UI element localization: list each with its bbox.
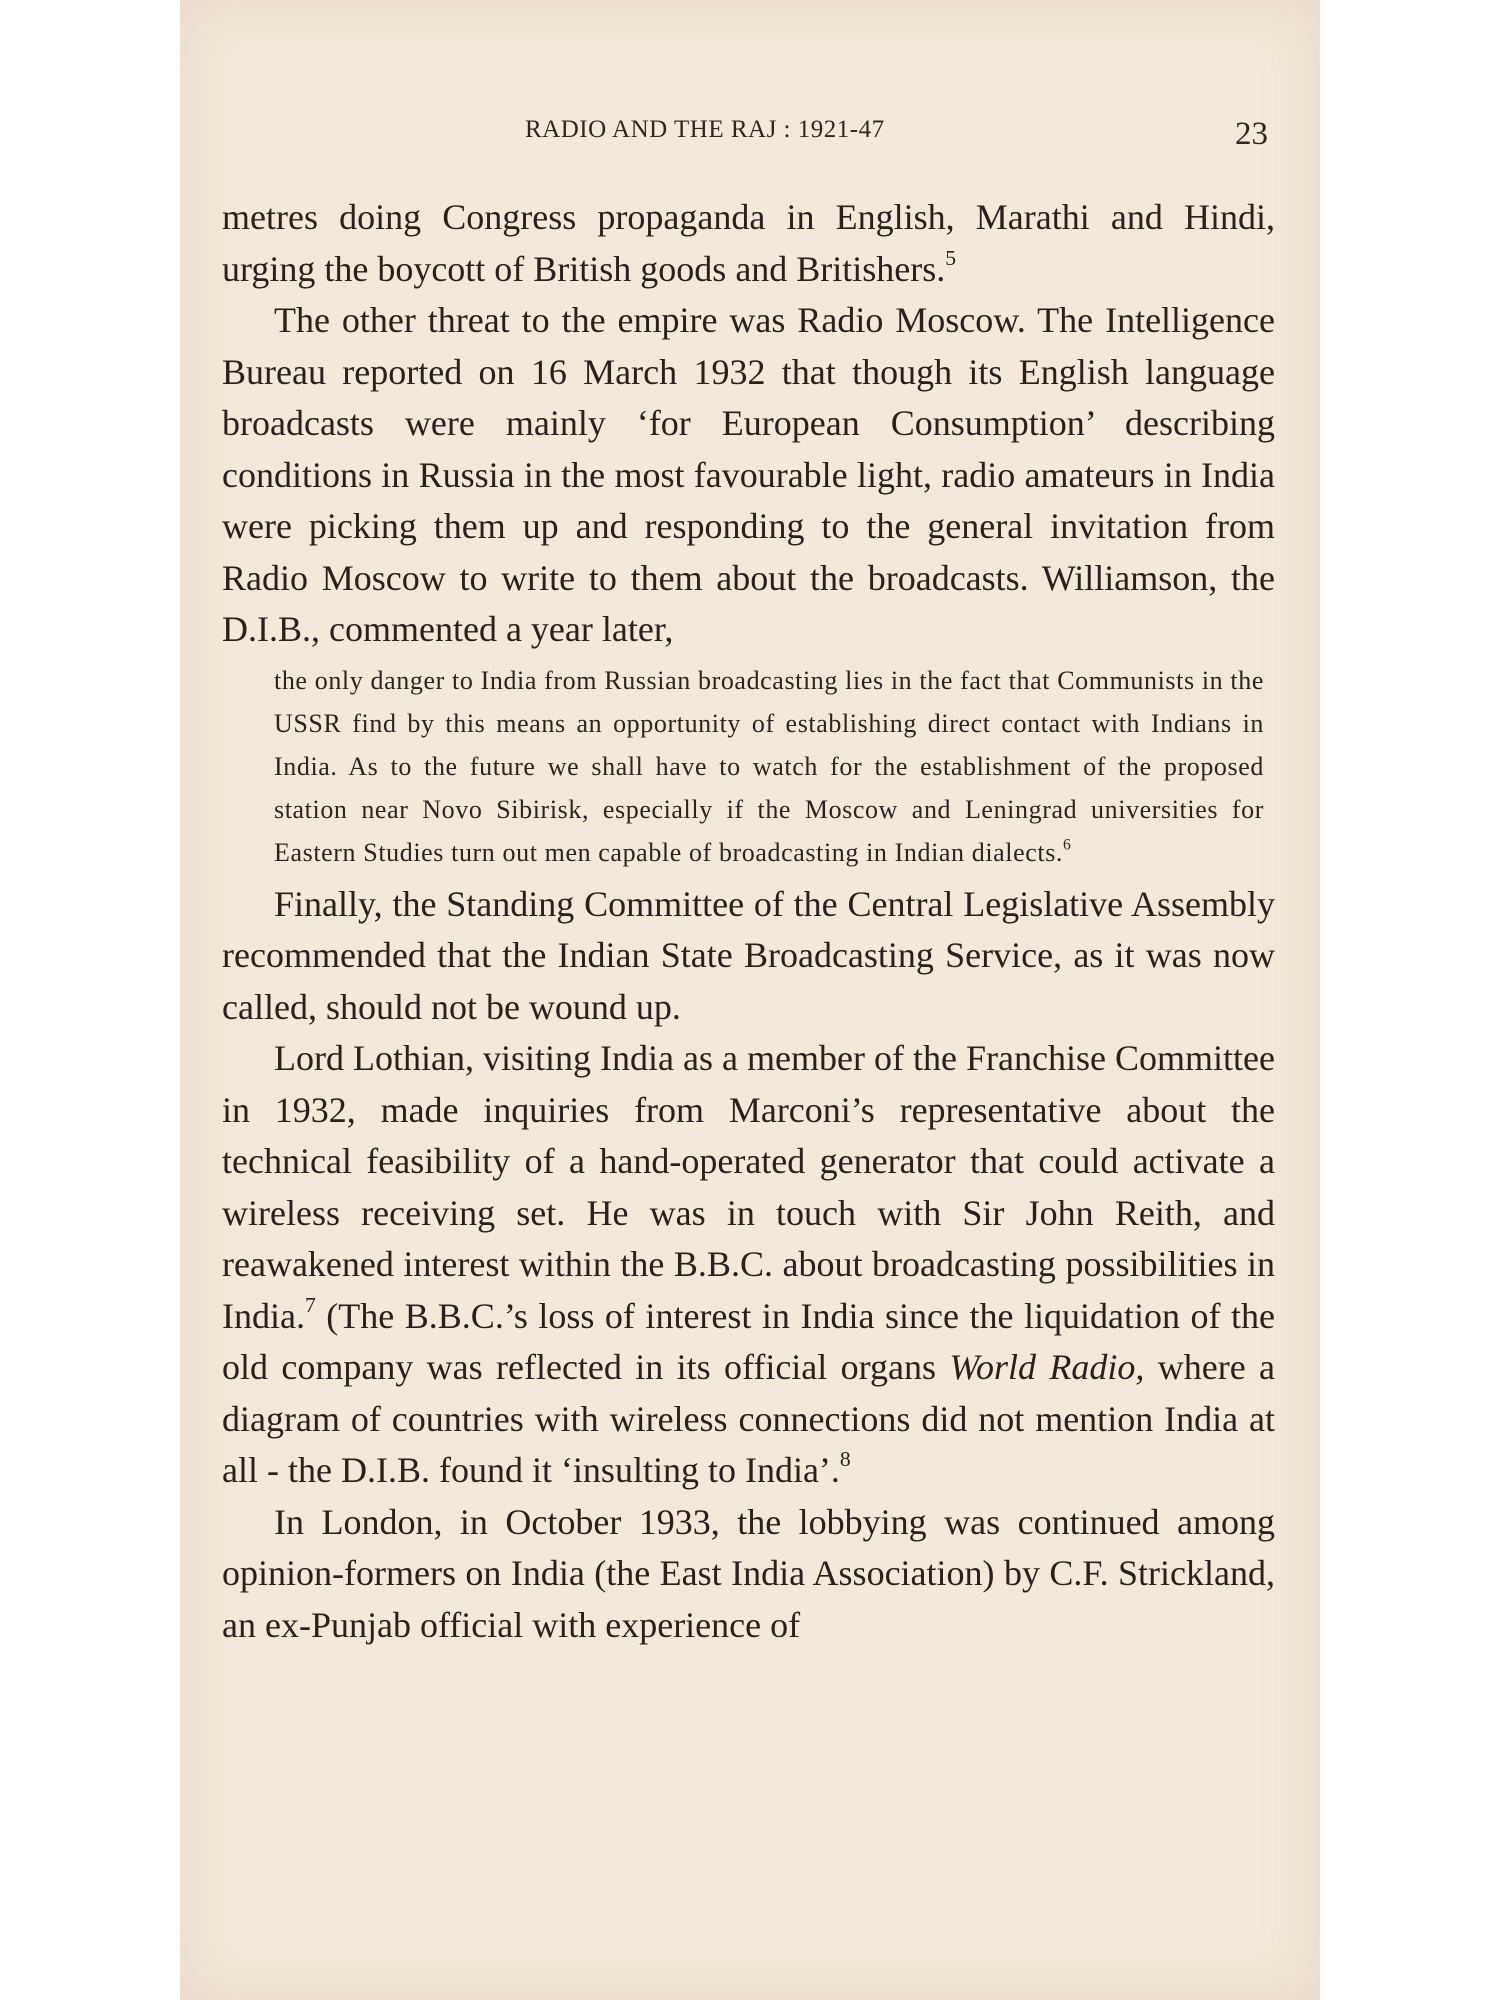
paragraph-continuation [222,192,1275,295]
paragraph-text: Finally, the Standing Committee of the Central Legislative Assembly recommended that the Indian State Broadcasting Service, as it was now called, should not be wound up. [222,883,1275,1027]
paragraph-london [222,1497,1275,1652]
footnote-ref: 6 [1063,835,1072,853]
paragraph-standing-committee [222,879,1275,1034]
publication-title: World Radio, [949,1347,1145,1387]
body-text [222,192,1275,1651]
paragraph-text: metres doing Congress propaganda in English, Marathi and Hindi, urging the boycott of British goods and Britishers. [222,197,1275,289]
paragraph-text: Lord Lothian, visiting India as a member of the Franchise Committee in 1932, made inquiries from Marconi’s representative about the technical feasibility of a hand-operated generator that could activate a wireless receiving set. He was in touch with Sir John Reith, and reawakened interest within the B.B.C. about broadcasting possibilities in India. [222,1038,1275,1336]
block-quote [274,659,1264,874]
paragraph-radio-moscow [222,295,1275,656]
paragraph-text: (The B.B.C.’s loss of interest in India since the liquidation of the old company was reflected in its official organs [222,1295,1275,1387]
footnote-ref: 5 [945,245,957,270]
book-page [180,0,1320,2000]
paragraph-lord-lothian [222,1033,1275,1497]
paragraph-text: where a diagram of countries with wireless connections did not mention India at all - the D.I.B. found it ‘insulting to India’. [222,1347,1276,1490]
footnote-ref: 8 [839,1446,851,1471]
footnote-ref: 7 [304,1292,316,1317]
quote-text: the only danger to India from Russian broadcasting lies in the fact that Communists in the USSR find by this means an opportunity of establishing direct contact with Indians in India. As to the future we shall have to watch for the establishment of the proposed station near Novo Sibirisk, especially if the Moscow and Leningrad universities for Eastern Studies turn out men capable of broadcasting in Indian dialects. [274,665,1264,867]
running-title: RADIO AND THE RAJ : 1921-47 [525,116,885,143]
paragraph-text: In London, in October 1933, the lobbying was continued among opinion-formers on India (the East India Association) by C.F. Strickland, an ex-Punjab official with experience of [222,1501,1275,1645]
paragraph-text: The other threat to the empire was Radio Moscow. The Intelligence Bureau reported on 16 March 1932 that though its English language broadcasts were mainly ‘for European Consumption’ describing conditions in Russia in the most favourable light, radio amateurs in India were picking them up and responding to the general invitation from Radio Moscow to write to them about the broadcasts. Williamson, the D.I.B., commented a year later, [222,300,1275,649]
page-number: 23 [1235,116,1268,152]
running-head [180,112,1320,152]
